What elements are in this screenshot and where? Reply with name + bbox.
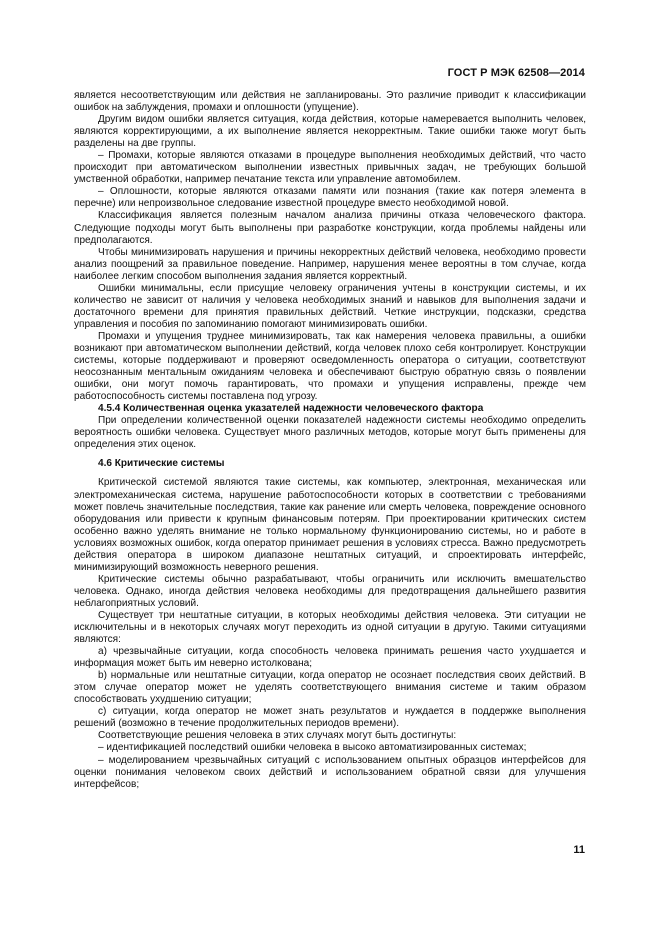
paragraph: Соответствующие решения человека в этих случаях могут быть достигнуты: [98, 730, 457, 742]
paragraph: Ошибки минимальны, если присущие человеку ограничения учтены в конструкции системы, и их количество не зависит от наличия у человека необходимых знаний и навыков для выполнения задачи и достаточного времени для принятия правильных действий. Четкие инструкции, подсказки, средства управления и пособия по запоминанию помогают минимизировать ошибки. [74, 282, 586, 330]
list-item-b: b) нормальные или нештатные ситуации, когда оператор не осознает последствия своих действий. В этом случае оператор может не уделять соответствующего внимания системе и таким образом способствовать ухудшению ситуации; [74, 670, 586, 706]
subsection-heading: 4.5.4 Количественная оценка указателей надежности человеческого фактора [98, 403, 484, 415]
list-item-a: а) чрезвычайные ситуации, когда способность человека принимать решения часто ухудшается и информация может быть им неверно истолкована; [74, 646, 586, 670]
paragraph: Другим видом ошибки является ситуация, когда действия, которые намеревается выполнить человек, являются корректирующими, а их выполнение является некорректным. Такие ошибки также могут быть разделены на две группы. [74, 114, 586, 150]
paragraph: Критические системы обычно разрабатывают, чтобы ограничить или исключить вмешательство человека. Однако, иногда действия человека необходимы для предотвращения дальнейшего развития неблагоприятных условий. [74, 573, 586, 609]
page-number: 11 [573, 844, 585, 856]
list-item-dash: – моделированием чрезвычайных ситуаций с использованием опытных образцов интерфейсов для оценки понимания человеком своих действий и использованием обратной связи для улучшения интерфейсов; [74, 754, 586, 790]
paragraph-continuation: является несоответствующим или действия не запланированы. Это различие приводит к классификации ошибок на заблуждения, промахи и оплошности (упущение). [74, 90, 586, 114]
list-item-dash: – Оплошности, которые являются отказами памяти или познания (такие как потеря элемента в перечне) или непроизвольное следование известной процедуре вместо необходимой новой. [74, 186, 586, 210]
list-item-dash: – Промахи, которые являются отказами в процедуре выполнения необходимых действий, что часто происходит при автоматическом выполнении известных привычных задач, не требующих большой умственной обработки, например печатание текста или управление автомобилем. [74, 150, 586, 186]
paragraph: Промахи и упущения труднее минимизировать, так как намерения человека правильны, а ошибки возникают при автоматическом выполнении действий, когда человек плохо себя контролирует. Конструкции системы, которые поддерживают и проверяют осведомленность оператора о ситуации, соответствуют неосознанным ментальным ожиданиям человека и обеспечивают быструю обратную связь о появлении ошибки, они могут помочь гарантировать, что промахи и упущения исправлены, прежде чем работоспособность системы поставлена под угрозу. [74, 330, 586, 403]
paragraph: Существует три нештатные ситуации, в которых необходимы действия человека. Эти ситуации не исключительны и в некоторых случаях могут переходить из одной ситуации в другую. Такими ситуациями являются: [74, 609, 586, 646]
paragraph: Классификация является полезным началом анализа причины отказа человеческого фактора. Следующие подходы могут быть выполнены при разработке конструкции, когда проблемы найдены или предполагаются. [74, 210, 586, 246]
standard-designation: ГОСТ Р МЭК 62508—2014 [447, 67, 585, 79]
list-item-c: с) ситуации, когда оператор не может знать результатов и нуждается в поддержке выполнения решений (возможно в течение продолжительных периодов времени). [74, 706, 586, 730]
section-heading: 4.6 Критические системы [98, 458, 225, 470]
paragraph: Чтобы минимизировать нарушения и причины некорректных действий человека, необходимо провести анализ поощрений за правильное поведение. Например, нарушения менее вероятны в том случае, когда наиболее легким способом выполнения задания является корректный. [74, 246, 586, 282]
list-item-dash: – идентификацией последствий ошибки человека в высоко автоматизированных системах; [98, 742, 527, 754]
page-body [74, 90, 586, 791]
paragraph: Критической системой являются такие системы, как компьютер, электронная, механическая или электромеханическая система, нарушение работоспособности которых в соответствии с требованиями может повлечь значительные последствия, такие как ранение или смерть человека, повреждение основного оборудования или привести к крупным финансовым потерям. При проектировании критических систем особенно важно уделять внимание не только нормальному функционированию системы, но и работе в условиях возможных ошибок, когда оператор принимает решения в условиях стресса. Важно предусмотреть действия оператора в широком диапазоне нештатных ситуаций, и спроектировать интерфейс, минимизирующий возможность неверного решения. [74, 477, 586, 573]
paragraph: При определении количественной оценки показателей надежности системы необходимо определить вероятность ошибки человека. Существует много различных методов, которые могут быть применены для определения этих оценок. [74, 415, 586, 451]
